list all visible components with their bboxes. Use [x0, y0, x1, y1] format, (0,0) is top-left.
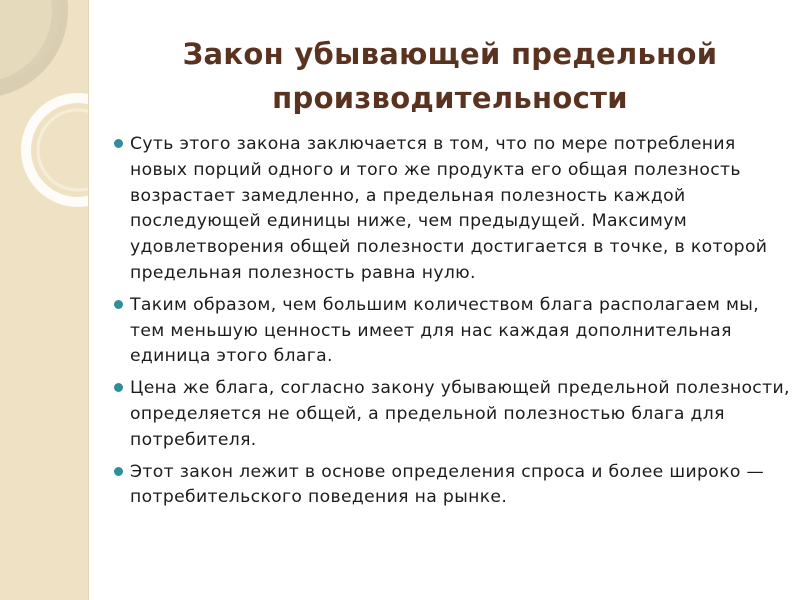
- bullet-item: [114, 460, 794, 512]
- bullet-marker-icon: [114, 139, 123, 148]
- decorative-circles: [0, 0, 88, 600]
- bullet-item: [114, 132, 794, 287]
- bullet-marker-icon: [114, 467, 123, 476]
- bullet-text: Суть этого закона заключается в том, что по мере потребления новых порций одного и того же продукта его общая полезность возрастает замедленно, а предельная полезность каждой последующей единицы ниже, чем предыдущей. Максимум удовлетворения общей полезности достигается в точке, в которой предельная полезность равна нулю.: [130, 134, 768, 283]
- bullet-text: Таким образом, чем большим количеством блага располагаем мы, тем меньшую ценность имеет для нас каждая дополнительная единица этого блага.: [130, 294, 760, 367]
- bullet-text: Этот закон лежит в основе определения спроса и более широко — потребительского поведения на рынке.: [130, 461, 765, 508]
- bullet-marker-icon: [114, 300, 123, 309]
- bullet-item: [114, 293, 794, 370]
- slide-title: Закон убывающей предельной производительности: [182, 37, 718, 115]
- slide-content: [114, 132, 794, 517]
- bullet-marker-icon: [114, 383, 123, 392]
- bullet-item: [114, 376, 794, 453]
- decorative-side-band: [0, 0, 89, 600]
- bullet-text: Цена же блага, согласно закону убывающей предельной полезности, определяется не общей, а предельной полезностью блага для потребителя.: [130, 378, 790, 450]
